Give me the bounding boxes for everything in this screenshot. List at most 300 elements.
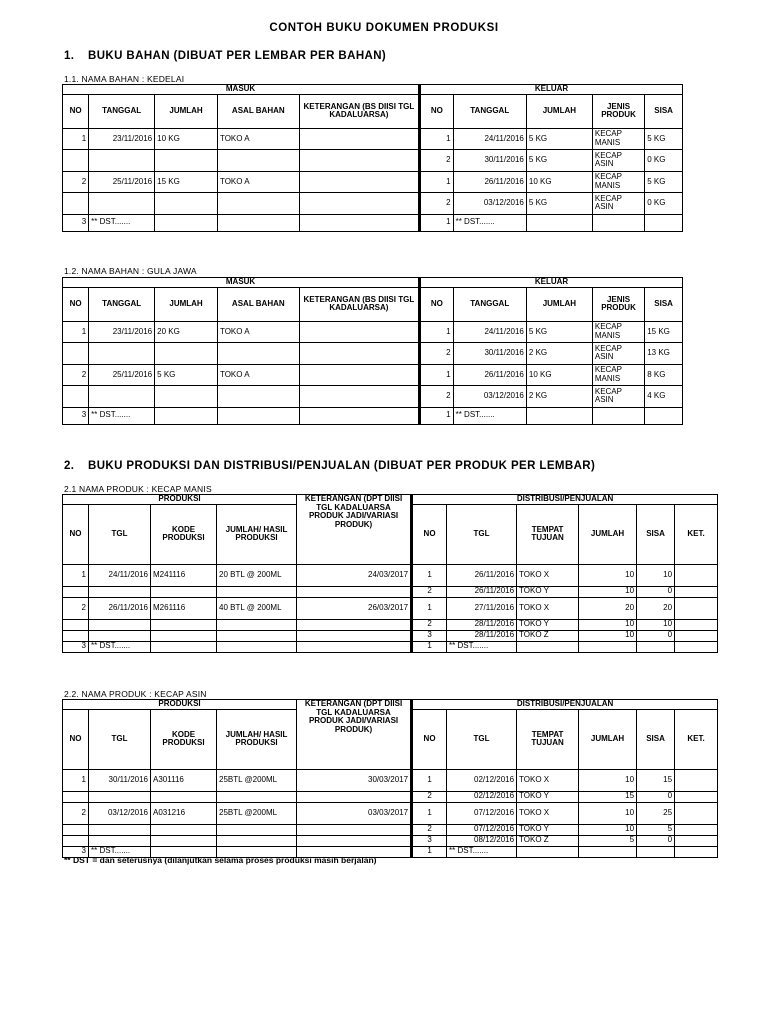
table-row <box>63 171 683 193</box>
table-row <box>63 386 683 408</box>
table-cell: 08/12/2016 <box>447 835 517 846</box>
table-cell <box>217 835 297 846</box>
table-cell: KECAP ASIN <box>592 150 644 172</box>
table-cell <box>297 824 412 835</box>
table-cell: 02/12/2016 <box>447 791 517 802</box>
table-cell <box>299 386 419 408</box>
table-cell: 2 <box>63 171 89 193</box>
table-cell: TOKO X <box>517 769 579 791</box>
table-cell <box>151 630 217 641</box>
table-cell <box>579 846 637 857</box>
table-cell: 1 <box>420 364 454 386</box>
table-cell: 2 <box>420 193 454 215</box>
table-cell: 03/12/2016 <box>89 802 151 824</box>
table-cell: 27/11/2016 <box>447 597 517 619</box>
table-cell: 26/11/2016 <box>447 586 517 597</box>
table-row <box>63 619 718 630</box>
col-tempat-tujuan-header: TEMPAT TUJUAN <box>517 709 579 769</box>
col-ket-header: KET. <box>675 504 718 564</box>
table-cell: A301116 <box>151 769 217 791</box>
table-cell: 2 KG <box>526 386 592 408</box>
table-cell <box>675 564 718 586</box>
bahan-table-kedelai <box>62 84 683 232</box>
col-sisa-header: SISA <box>645 287 683 321</box>
table-cell: 2 <box>63 597 89 619</box>
table-cell: TOKO Y <box>517 824 579 835</box>
table-cell: 1 <box>412 564 447 586</box>
table-cell <box>637 641 675 652</box>
table-cell: 3 <box>63 641 89 652</box>
table-cell: 5 KG <box>526 150 592 172</box>
table-cell: 2 <box>420 150 454 172</box>
table-2-1-label: 2.1 NAMA PRODUK : KECAP MANIS <box>64 484 212 494</box>
table-cell: 25/11/2016 <box>89 171 155 193</box>
table-row <box>63 321 683 343</box>
table-cell <box>299 171 419 193</box>
table-cell: 26/11/2016 <box>453 364 526 386</box>
col-tanggal-header: TANGGAL <box>89 94 155 128</box>
table-cell: 02/12/2016 <box>447 769 517 791</box>
table-cell: 5 KG <box>526 321 592 343</box>
table-cell <box>217 641 297 652</box>
table-cell: TOKO A <box>217 321 299 343</box>
col-jumlah-header: JUMLAH <box>155 94 218 128</box>
col-tempat-tujuan-header: TEMPAT TUJUAN <box>517 504 579 564</box>
section-2-heading <box>64 460 595 472</box>
table-cell <box>89 791 151 802</box>
table-row <box>63 824 718 835</box>
table-cell: ** DST....... <box>89 846 151 857</box>
table-cell <box>297 641 412 652</box>
table-cell: 20 BTL @ 200ML <box>217 564 297 586</box>
col-keterangan-header: KETERANGAN (BS DIISI TGL KADALUARSA) <box>299 287 419 321</box>
table-cell <box>151 824 217 835</box>
table-cell: 5 KG <box>645 128 683 150</box>
table-cell <box>592 214 644 231</box>
col-jumlah-header: JUMLAH <box>579 709 637 769</box>
col-jumlah-header: JUMLAH <box>155 287 218 321</box>
table-row <box>63 769 718 791</box>
table-cell <box>637 846 675 857</box>
table-cell: 10 <box>579 564 637 586</box>
table-cell <box>217 193 299 215</box>
table-cell: KECAP MANIS <box>592 171 644 193</box>
table-cell <box>89 630 151 641</box>
table-cell: 0 KG <box>645 150 683 172</box>
table-cell: 3 <box>412 835 447 846</box>
table-cell: 26/11/2016 <box>447 564 517 586</box>
bahan-table-gula-jawa <box>62 277 683 425</box>
table-cell <box>63 386 89 408</box>
table-cell <box>297 791 412 802</box>
table-cell <box>526 407 592 424</box>
col-jumlah-keluar-header: JUMLAH <box>526 287 592 321</box>
table-row <box>63 364 683 386</box>
table-cell: 15 <box>637 769 675 791</box>
col-tanggal-header: TANGGAL <box>89 287 155 321</box>
table-cell: 2 <box>420 386 454 408</box>
table-cell <box>155 386 218 408</box>
table-cell <box>63 586 89 597</box>
table-cell: TOKO A <box>217 171 299 193</box>
table-cell <box>645 407 683 424</box>
table-cell: 1 <box>412 769 447 791</box>
table-cell: 03/12/2016 <box>453 193 526 215</box>
table-cell <box>299 150 419 172</box>
table-cell <box>675 824 718 835</box>
table-cell: 30/03/2017 <box>297 769 412 791</box>
table-cell: 30/11/2016 <box>89 769 151 791</box>
table-cell: 15 <box>579 791 637 802</box>
table-cell: 24/11/2016 <box>453 321 526 343</box>
table-cell: M261116 <box>151 597 217 619</box>
table-cell <box>675 597 718 619</box>
table-cell: 1 <box>412 802 447 824</box>
table-row <box>63 193 683 215</box>
table-cell: 2 <box>412 791 447 802</box>
table-cell: TOKO X <box>517 802 579 824</box>
table-cell <box>299 343 419 365</box>
table-cell: 3 <box>63 214 89 231</box>
table-cell: 10 <box>579 586 637 597</box>
table-cell: M241116 <box>151 564 217 586</box>
table-cell <box>645 214 683 231</box>
table-cell <box>89 193 155 215</box>
col-jumlah-keluar-header: JUMLAH <box>526 94 592 128</box>
masuk-header: MASUK <box>63 278 420 288</box>
table-cell <box>217 150 299 172</box>
table-cell <box>217 407 299 424</box>
produksi-table-kecap-asin <box>62 699 718 858</box>
table-cell: 2 <box>412 824 447 835</box>
table-cell: 40 BTL @ 200ML <box>217 597 297 619</box>
table-cell: 26/11/2016 <box>453 171 526 193</box>
table-cell <box>217 630 297 641</box>
table-cell: 0 <box>637 586 675 597</box>
table-cell <box>297 586 412 597</box>
table-cell <box>155 150 218 172</box>
table-cell: 2 <box>420 343 454 365</box>
table-cell <box>155 407 218 424</box>
col-sisa-header: SISA <box>645 94 683 128</box>
table-cell <box>217 824 297 835</box>
table-row <box>63 128 683 150</box>
table-cell: ** DST....... <box>89 407 155 424</box>
table-cell <box>675 846 718 857</box>
table-cell <box>299 128 419 150</box>
table-row <box>63 835 718 846</box>
section-1-heading <box>64 50 386 62</box>
table-row <box>63 564 718 586</box>
col-tgl-dist-header: TGL <box>447 504 517 564</box>
table-cell: 2 <box>63 364 89 386</box>
table-cell: TOKO Z <box>517 835 579 846</box>
col-tgl-header: TGL <box>89 709 151 769</box>
table-cell: 1 <box>63 321 89 343</box>
table-cell: KECAP ASIN <box>592 193 644 215</box>
table-cell: KECAP MANIS <box>592 321 644 343</box>
table-cell: 10 <box>579 769 637 791</box>
keluar-header: KELUAR <box>420 278 683 288</box>
table-cell <box>675 802 718 824</box>
table-cell: KECAP ASIN <box>592 386 644 408</box>
table-cell <box>217 214 299 231</box>
section-1-title: BUKU BAHAN (DIBUAT PER LEMBAR PER BAHAN) <box>88 50 387 62</box>
table-cell: 03/03/2017 <box>297 802 412 824</box>
table-cell: 3 <box>63 846 89 857</box>
table-cell: 5 <box>637 824 675 835</box>
table-cell: 1 <box>420 321 454 343</box>
col-tanggal-keluar-header: TANGGAL <box>453 94 526 128</box>
col-tanggal-keluar-header: TANGGAL <box>453 287 526 321</box>
table-cell: 2 <box>412 586 447 597</box>
table-cell: 3 <box>412 630 447 641</box>
table-cell: 10 <box>637 619 675 630</box>
table-cell <box>217 791 297 802</box>
col-jumlah-hasil-header: JUMLAH/ HASIL PRODUKSI <box>217 709 297 769</box>
table-cell <box>63 150 89 172</box>
col-no-header: NO <box>63 94 89 128</box>
table-cell: TOKO X <box>517 597 579 619</box>
table-cell: 20 KG <box>155 321 218 343</box>
table-row <box>63 214 683 231</box>
col-no-dist-header: NO <box>412 709 447 769</box>
distribusi-header: DISTRIBUSI/PENJUALAN <box>412 495 718 505</box>
table-cell <box>517 846 579 857</box>
table-cell: ** DST....... <box>453 214 526 231</box>
col-jumlah-hasil-header: JUMLAH/ HASIL PRODUKSI <box>217 504 297 564</box>
table-cell: 2 KG <box>526 343 592 365</box>
table-cell: 15 KG <box>155 171 218 193</box>
col-jenis-produk-header: JENIS PRODUK <box>592 94 644 128</box>
table-cell: 10 KG <box>526 171 592 193</box>
table-cell: 5 KG <box>526 193 592 215</box>
table-cell: ** DST....... <box>447 641 517 652</box>
table-cell <box>151 835 217 846</box>
table-cell: TOKO Z <box>517 630 579 641</box>
table-cell <box>299 407 419 424</box>
table-cell: 10 <box>579 630 637 641</box>
produksi-header: PRODUKSI <box>63 700 297 710</box>
col-no-header: NO <box>63 504 89 564</box>
col-keterangan-header: KETERANGAN (DPT DIISI TGL KADALUARSA PRODUK JADI/VARIASI PRODUK) <box>297 700 412 770</box>
col-keterangan-header: KETERANGAN (DPT DIISI TGL KADALUARSA PRODUK JADI/VARIASI PRODUK) <box>297 495 412 565</box>
table-cell: 25/11/2016 <box>89 364 155 386</box>
col-no-keluar-header: NO <box>420 287 454 321</box>
table-cell: TOKO X <box>517 564 579 586</box>
table-cell <box>217 343 299 365</box>
table-cell: 1 <box>63 769 89 791</box>
table-cell <box>151 619 217 630</box>
table-cell <box>517 641 579 652</box>
table-cell: 4 KG <box>645 386 683 408</box>
table-cell <box>526 214 592 231</box>
table-cell <box>63 835 89 846</box>
table-cell: 10 <box>579 619 637 630</box>
table-cell: 24/03/2017 <box>297 564 412 586</box>
table-cell <box>299 193 419 215</box>
table-cell <box>63 824 89 835</box>
table-2-2-label: 2.2. NAMA PRODUK : KECAP ASIN <box>64 689 207 699</box>
table-cell: 10 KG <box>526 364 592 386</box>
table-cell <box>579 641 637 652</box>
col-sisa-header: SISA <box>637 504 675 564</box>
table-cell: 0 <box>637 630 675 641</box>
table-cell <box>299 321 419 343</box>
col-no-header: NO <box>63 709 89 769</box>
table-cell <box>89 619 151 630</box>
table-cell <box>297 835 412 846</box>
col-keterangan-header: KETERANGAN (BS DIISI TGL KADALUARSA) <box>299 94 419 128</box>
table-1-1-label: 1.1. NAMA BAHAN : KEDELAI <box>64 74 185 84</box>
table-row <box>63 791 718 802</box>
table-cell: 28/11/2016 <box>447 630 517 641</box>
section-2-title: BUKU PRODUKSI DAN DISTRIBUSI/PENJUALAN (DIBUAT PER PRODUK PER LEMBAR) <box>88 460 596 472</box>
table-cell: 1 <box>420 171 454 193</box>
table-cell: 0 KG <box>645 193 683 215</box>
table-cell <box>63 619 89 630</box>
document-title: CONTOH BUKU DOKUMEN PRODUKSI <box>269 22 499 34</box>
section-2-number: 2. <box>64 460 75 472</box>
table-cell <box>675 769 718 791</box>
table-cell: 13 KG <box>645 343 683 365</box>
table-row <box>63 586 718 597</box>
table-cell: TOKO Y <box>517 791 579 802</box>
table-cell: 07/12/2016 <box>447 824 517 835</box>
col-kode-produksi-header: KODE PRODUKSI <box>151 504 217 564</box>
table-cell <box>155 193 218 215</box>
table-cell: 1 <box>412 597 447 619</box>
col-no-keluar-header: NO <box>420 94 454 128</box>
table-cell: 5 KG <box>155 364 218 386</box>
table-cell <box>63 193 89 215</box>
col-sisa-header: SISA <box>637 709 675 769</box>
table-cell <box>217 586 297 597</box>
produksi-header: PRODUKSI <box>63 495 297 505</box>
table-cell <box>89 824 151 835</box>
col-asal-bahan-header: ASAL BAHAN <box>217 94 299 128</box>
table-cell: 15 KG <box>645 321 683 343</box>
table-cell: ** DST....... <box>89 641 151 652</box>
table-cell <box>675 630 718 641</box>
table-cell <box>63 791 89 802</box>
table-cell: 1 <box>412 641 447 652</box>
table-cell: ** DST....... <box>89 214 155 231</box>
table-cell: 8 KG <box>645 364 683 386</box>
table-cell <box>155 214 218 231</box>
table-cell <box>151 586 217 597</box>
table-cell: 2 <box>63 802 89 824</box>
col-kode-produksi-header: KODE PRODUKSI <box>151 709 217 769</box>
footnote: ** DST = dan seterusnya (dilanjutkan selama proses produksi masih berjalan) <box>64 855 377 865</box>
table-cell <box>63 343 89 365</box>
table-cell <box>675 641 718 652</box>
table-cell <box>89 343 155 365</box>
keluar-header: KELUAR <box>420 85 683 95</box>
table-cell <box>217 619 297 630</box>
table-cell: 30/11/2016 <box>453 150 526 172</box>
table-cell <box>299 364 419 386</box>
table-cell: KECAP MANIS <box>592 364 644 386</box>
table-cell: TOKO Y <box>517 619 579 630</box>
table-cell: 20 <box>637 597 675 619</box>
table-cell: TOKO A <box>217 364 299 386</box>
table-cell <box>675 835 718 846</box>
table-cell: KECAP MANIS <box>592 128 644 150</box>
table-cell <box>89 835 151 846</box>
col-ket-header: KET. <box>675 709 718 769</box>
table-row <box>63 802 718 824</box>
table-cell: 1 <box>412 846 447 857</box>
table-row <box>63 343 683 365</box>
table-cell: TOKO A <box>217 128 299 150</box>
table-cell: 2 <box>412 619 447 630</box>
table-cell: 30/11/2016 <box>453 343 526 365</box>
col-jenis-produk-header: JENIS PRODUK <box>592 287 644 321</box>
col-no-header: NO <box>63 287 89 321</box>
table-cell <box>63 630 89 641</box>
col-jumlah-header: JUMLAH <box>579 504 637 564</box>
table-cell: 10 <box>579 802 637 824</box>
table-cell <box>151 791 217 802</box>
table-cell: 28/11/2016 <box>447 619 517 630</box>
table-cell: 26/11/2016 <box>89 597 151 619</box>
table-cell: 0 <box>637 835 675 846</box>
table-cell: 20 <box>579 597 637 619</box>
table-row <box>63 630 718 641</box>
table-cell: 10 <box>637 564 675 586</box>
table-cell <box>89 150 155 172</box>
table-row <box>63 407 683 424</box>
table-cell: 5 KG <box>526 128 592 150</box>
table-cell: ** DST....... <box>447 846 517 857</box>
table-cell: 1 <box>420 407 454 424</box>
table-cell: A031216 <box>151 802 217 824</box>
table-cell: KECAP ASIN <box>592 343 644 365</box>
produksi-table-kecap-manis <box>62 494 718 653</box>
table-cell: 5 <box>579 835 637 846</box>
table-cell: 3 <box>63 407 89 424</box>
table-row <box>63 150 683 172</box>
col-no-dist-header: NO <box>412 504 447 564</box>
table-cell: 1 <box>63 564 89 586</box>
col-tgl-header: TGL <box>89 504 151 564</box>
table-cell <box>297 619 412 630</box>
table-cell: 10 <box>579 824 637 835</box>
col-tgl-dist-header: TGL <box>447 709 517 769</box>
table-row <box>63 597 718 619</box>
table-cell: 0 <box>637 791 675 802</box>
table-cell: 25 <box>637 802 675 824</box>
table-cell <box>592 407 644 424</box>
table-cell <box>299 214 419 231</box>
table-cell: 23/11/2016 <box>89 128 155 150</box>
table-cell: 03/12/2016 <box>453 386 526 408</box>
table-cell: 23/11/2016 <box>89 321 155 343</box>
table-cell: 10 KG <box>155 128 218 150</box>
table-cell: 26/03/2017 <box>297 597 412 619</box>
table-cell <box>151 641 217 652</box>
distribusi-header: DISTRIBUSI/PENJUALAN <box>412 700 718 710</box>
section-1-number: 1. <box>64 50 75 62</box>
table-cell <box>89 586 151 597</box>
table-cell <box>217 386 299 408</box>
table-row <box>63 641 718 652</box>
masuk-header: MASUK <box>63 85 420 95</box>
table-cell: 25BTL @200ML <box>217 802 297 824</box>
col-asal-bahan-header: ASAL BAHAN <box>217 287 299 321</box>
table-cell <box>675 619 718 630</box>
